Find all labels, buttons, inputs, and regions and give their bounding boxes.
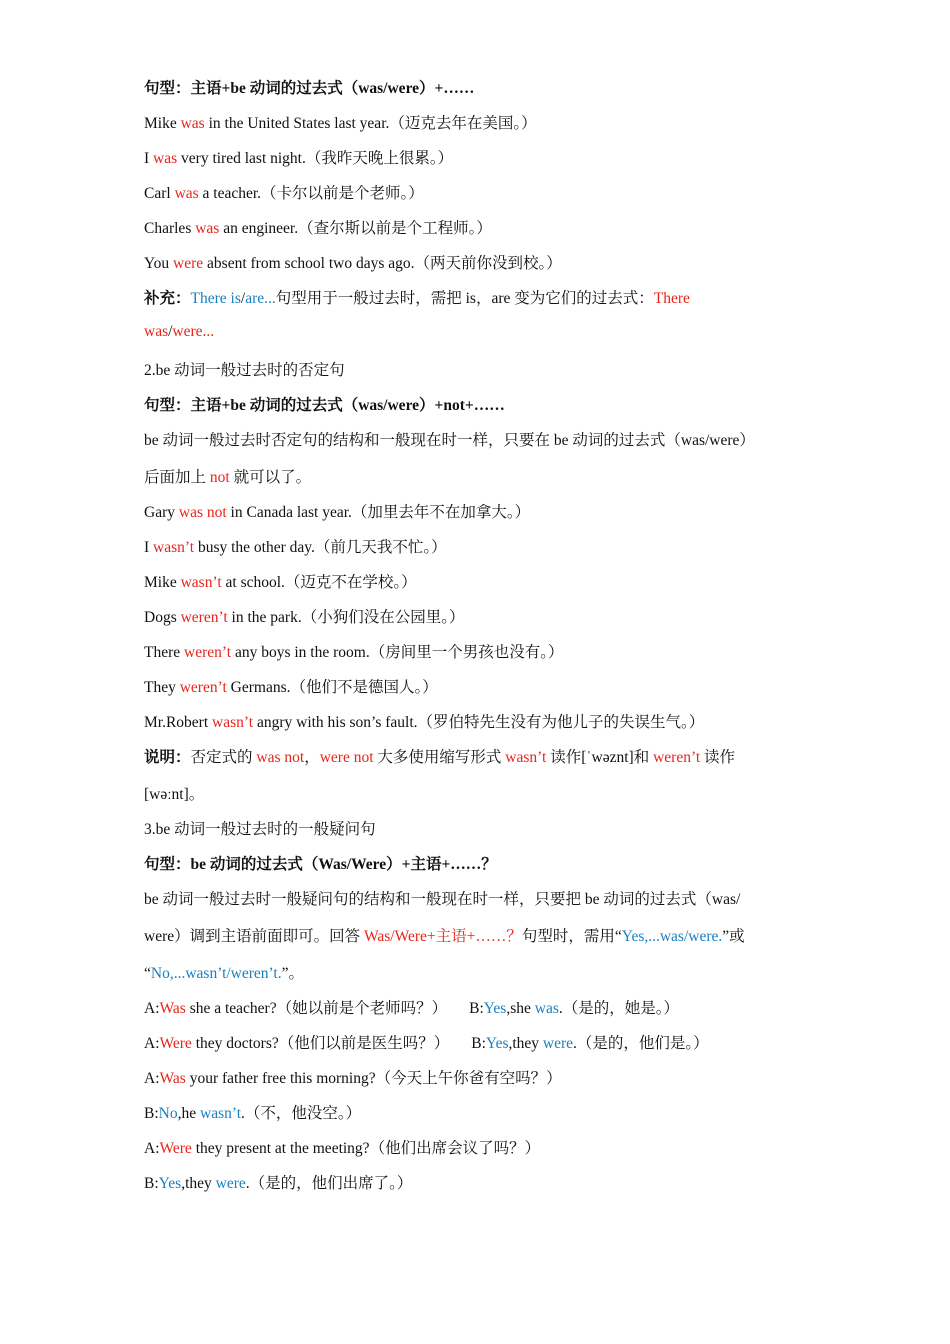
- keyword: wasn’t: [153, 539, 195, 556]
- speaker: B:: [144, 1175, 159, 1192]
- speaker: A:: [144, 1140, 160, 1157]
- example-sentence: [144, 181, 816, 216]
- text: 句型时，需用“: [521, 928, 622, 945]
- text: 否定式的: [190, 749, 257, 766]
- speaker: A:: [144, 1070, 160, 1087]
- keyword: were not: [319, 749, 374, 766]
- dialog-question: [144, 1066, 816, 1101]
- text: ，: [304, 749, 320, 766]
- keyword: were: [542, 1035, 574, 1052]
- keyword: There is: [190, 290, 241, 307]
- text: she a teacher?（她以前是个老师吗？）: [185, 1000, 448, 1017]
- keyword: was: [174, 185, 199, 202]
- description-cont: [144, 961, 816, 996]
- dialog-question: [144, 1136, 816, 1171]
- keyword: was not: [178, 504, 227, 521]
- description: be 动词一般过去时否定句的结构和一般现在时一样，只要在 be 动词的过去式（was/were）: [144, 432, 755, 449]
- example-sentence: [144, 500, 816, 535]
- keyword: weren’t: [653, 749, 701, 766]
- text: They: [144, 679, 180, 696]
- description: be 动词一般过去时一般疑问句的结构和一般现在时一样，只要把 be 动词的过去式（was/: [144, 891, 741, 908]
- pattern-heading-negative: 句型：主语+be 动词的过去式（was/were）+not+……: [144, 397, 505, 414]
- text: busy the other day.（前几天我不忙。）: [194, 539, 447, 556]
- example-sentence: [144, 675, 816, 710]
- supplement-note: [144, 286, 816, 323]
- description-cont: [144, 924, 816, 961]
- keyword: No: [158, 1105, 178, 1122]
- text: they present at the meeting?（他们出席会议了吗？）: [191, 1140, 541, 1157]
- pattern-heading-question: 句型：be 动词的过去式（Was/Were）+主语+……？: [144, 856, 497, 873]
- text: Mike: [144, 574, 181, 591]
- keyword: was: [195, 220, 220, 237]
- speaker: A:: [144, 1000, 160, 1017]
- text: .（是的，他们是。）: [573, 1035, 709, 1052]
- text: .（是的，他们出席了。）: [245, 1175, 413, 1192]
- dialog-pair: [144, 1031, 816, 1066]
- keyword: are...: [245, 290, 276, 307]
- keyword: weren’t: [184, 644, 232, 661]
- text: Mike: [144, 115, 181, 132]
- text: You: [144, 255, 174, 272]
- keyword: Was: [159, 1000, 186, 1017]
- note-label: 补充：: [144, 290, 191, 307]
- keyword: were: [173, 255, 204, 272]
- keyword: wasn’t: [200, 1105, 242, 1122]
- text: at school.（迈克不在学校。）: [221, 574, 417, 591]
- example-sentence: [144, 216, 816, 251]
- text: an engineer.（查尔斯以前是个工程师。）: [219, 220, 492, 237]
- document-page: [144, 76, 816, 1206]
- keyword: was not: [256, 749, 305, 766]
- text: your father free this morning?（今天上午你爸有空吗？）: [185, 1070, 562, 1087]
- text: ”或: [722, 928, 745, 945]
- keyword: was: [534, 1000, 559, 1017]
- dialog-answer: [144, 1101, 816, 1136]
- dialog-answer: [144, 1171, 816, 1206]
- keyword: No,...wasn’t/weren’t.: [150, 965, 282, 982]
- text: 读作[ˈwəznt]和: [546, 749, 654, 766]
- text: 后面加上: [144, 469, 210, 486]
- example-sentence: [144, 605, 816, 640]
- keyword: Yes: [485, 1035, 509, 1052]
- keyword: Was: [159, 1070, 186, 1087]
- text: I: [144, 150, 154, 167]
- text: I: [144, 539, 154, 556]
- text: ,he: [177, 1105, 200, 1122]
- section-heading-question: 3.be 动词一般过去时的一般疑问句: [144, 821, 376, 838]
- text: 就可以了。: [229, 469, 312, 486]
- text: they doctors?（他们以前是医生吗？）: [191, 1035, 450, 1052]
- keyword: were...: [172, 323, 215, 340]
- keyword: was: [144, 323, 169, 340]
- keyword: weren’t: [179, 679, 227, 696]
- keyword: wasn’t: [180, 574, 222, 591]
- keyword: There: [653, 290, 690, 307]
- text: a teacher.（卡尔以前是个老师。）: [198, 185, 424, 202]
- example-sentence: [144, 710, 816, 745]
- text: 大多使用缩写形式: [373, 749, 506, 766]
- text: absent from school two days ago.（两天前你没到校。）: [203, 255, 562, 272]
- keyword: weren’t: [180, 609, 228, 626]
- keyword: Yes: [158, 1175, 182, 1192]
- keyword: Were: [159, 1035, 192, 1052]
- pattern-heading-affirmative: 句型：主语+be 动词的过去式（was/were）+……: [144, 80, 475, 97]
- keyword: Yes,...was/were.: [621, 928, 723, 945]
- text: .（是的，她是。）: [558, 1000, 679, 1017]
- text: There: [144, 644, 185, 661]
- keyword: not: [209, 469, 230, 486]
- example-sentence: [144, 640, 816, 675]
- text: Carl: [144, 185, 175, 202]
- text: ”。: [281, 965, 305, 982]
- speaker: B:: [471, 1035, 486, 1052]
- text: Dogs: [144, 609, 181, 626]
- text: any boys in the room.（房间里一个男孩也没有。）: [231, 644, 564, 661]
- explanation-note: [144, 745, 816, 782]
- keyword: Was/Were+主语+……？: [364, 928, 522, 945]
- example-sentence: [144, 111, 816, 146]
- text: ,she: [506, 1000, 535, 1017]
- keyword: wasn’t: [212, 714, 254, 731]
- speaker: A:: [144, 1035, 160, 1052]
- text: very tired last night.（我昨天晚上很累。）: [177, 150, 454, 167]
- description-cont: [144, 465, 816, 500]
- text: angry with his son’s fault.（罗伯特先生没有为他儿子的失误生气。）: [253, 714, 705, 731]
- text: Charles: [144, 220, 196, 237]
- keyword: was: [180, 115, 205, 132]
- supplement-note-cont: [144, 323, 816, 358]
- text: in the United States last year.（迈克去年在美国。）: [204, 115, 537, 132]
- text: “: [144, 965, 151, 982]
- text: .（不，他没空。）: [241, 1105, 362, 1122]
- section-heading-negative: 2.be 动词一般过去时的否定句: [144, 362, 345, 379]
- note-label: 说明：: [144, 749, 191, 766]
- text: /: [240, 290, 246, 307]
- example-sentence: [144, 251, 816, 286]
- text: were）调到主语前面即可。回答: [144, 928, 364, 945]
- example-sentence: [144, 570, 816, 605]
- keyword: Were: [159, 1140, 192, 1157]
- keyword: was: [153, 150, 178, 167]
- example-sentence: [144, 535, 816, 570]
- text: ,they: [508, 1035, 543, 1052]
- text: 句型用于一般过去时，需把 is，are 变为它们的过去式：: [275, 290, 654, 307]
- example-sentence: [144, 146, 816, 181]
- text: Germans.（他们不是德国人。）: [226, 679, 438, 696]
- keyword: Yes: [483, 1000, 507, 1017]
- keyword: were: [215, 1175, 246, 1192]
- speaker: B:: [144, 1105, 159, 1122]
- text: /: [168, 323, 173, 340]
- speaker: B:: [469, 1000, 484, 1017]
- text: in Canada last year.（加里去年不在加拿大。）: [226, 504, 531, 521]
- dialog-pair: [144, 996, 816, 1031]
- text: ,they: [181, 1175, 216, 1192]
- text: Gary: [144, 504, 179, 521]
- text: in the park.（小狗们没在公园里。）: [227, 609, 465, 626]
- text: Mr.Robert: [144, 714, 213, 731]
- explanation-note-cont: [wəːnt]。: [144, 786, 205, 803]
- keyword: wasn’t: [505, 749, 547, 766]
- text: 读作: [700, 749, 736, 766]
